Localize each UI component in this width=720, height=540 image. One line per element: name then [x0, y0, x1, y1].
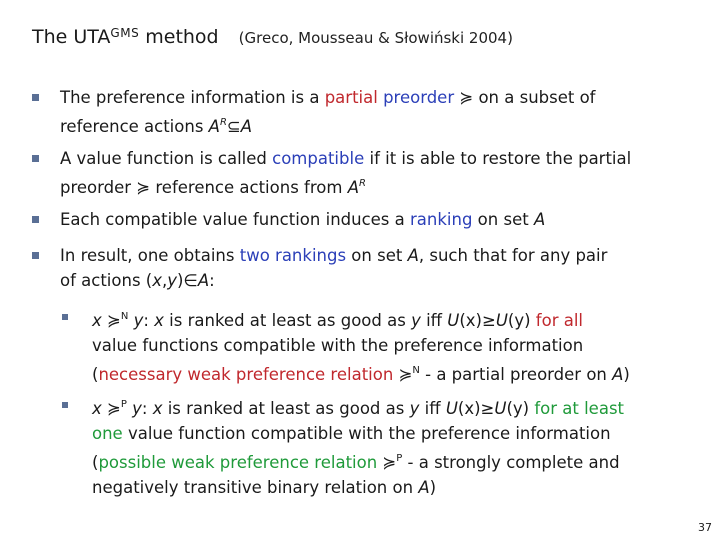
text-run: ranking: [410, 210, 473, 229]
sub-bullet-text: [92, 304, 630, 387]
bullet-line: [92, 392, 624, 421]
text-run: Each compatible value function induces a: [60, 210, 410, 229]
bullet-line: [60, 207, 545, 232]
title-superscript: GMS: [110, 26, 140, 40]
bullet-line: [92, 446, 624, 475]
bullet-line: [60, 268, 607, 293]
text-run: A: [197, 271, 210, 290]
text-run: (x)≥: [457, 399, 495, 418]
text-run: y: [411, 311, 421, 330]
bullet-text: [60, 207, 545, 232]
bullet-square-icon: [32, 155, 39, 162]
text-run: :: [209, 271, 215, 290]
text-run: R: [358, 178, 366, 189]
text-run: (x)≥: [459, 311, 496, 330]
slide-title: [32, 26, 513, 48]
text-run: is ranked at least as good as: [162, 399, 410, 418]
text-run: N: [412, 365, 420, 376]
text-run: )∈: [177, 271, 198, 290]
text-run: two rankings: [239, 246, 347, 265]
text-run: :: [143, 311, 155, 330]
text-run: if it is able to restore the partial: [364, 149, 632, 168]
bullet-square-icon: [32, 252, 39, 259]
text-run: ≽: [101, 311, 121, 330]
text-run: compatible: [272, 149, 365, 168]
bullet-line: [60, 171, 631, 200]
text-run: ⊆: [226, 117, 241, 136]
bullet-line: [60, 110, 596, 139]
text-run: y: [132, 399, 142, 418]
text-run: A: [208, 117, 220, 136]
text-run: (: [92, 365, 99, 384]
bullet-text: [60, 85, 596, 139]
text-run: A value function is called: [60, 149, 273, 168]
text-run: A: [347, 178, 359, 197]
bullet-line: [92, 304, 630, 333]
text-run: x: [152, 271, 162, 290]
text-run: ≽: [454, 88, 474, 107]
text-run: one: [92, 424, 123, 443]
title-citation: (Greco, Mousseau & Słowiński 2004): [238, 29, 513, 47]
bullet-line: [92, 358, 630, 387]
text-run: y: [167, 271, 177, 290]
text-run: (: [92, 453, 99, 472]
text-run: reference actions: [60, 117, 209, 136]
text-run: x: [154, 311, 164, 330]
text-run: ≽: [136, 178, 151, 197]
bullet-square-icon: [32, 216, 39, 223]
bullet-line: [92, 333, 630, 358]
text-run: , such that for any pair: [418, 246, 608, 265]
text-run: y: [133, 311, 144, 330]
bullet-square-icon: [62, 402, 68, 408]
text-run: (y): [507, 311, 536, 330]
text-run: possible weak preference relation: [98, 453, 383, 472]
text-run: ): [623, 365, 630, 384]
text-run: reference actions from: [150, 178, 348, 197]
bullet-square-icon: [32, 94, 39, 101]
text-run: P: [120, 399, 127, 410]
text-run: value functions compatible with the preference information: [92, 336, 584, 355]
text-run: x: [92, 311, 102, 330]
text-run: P: [396, 453, 403, 464]
text-run: R: [219, 117, 227, 128]
bullet-text: [60, 146, 631, 200]
text-run: ≽: [382, 453, 397, 472]
bullet-text: [60, 243, 607, 293]
text-run: on set: [472, 210, 534, 229]
sub-bullet-text: [92, 392, 624, 500]
text-run: U: [495, 311, 508, 330]
title-main: The UTA: [32, 26, 111, 48]
text-run: preorder: [383, 88, 455, 107]
text-run: A: [407, 246, 419, 265]
text-run: A: [533, 210, 546, 229]
text-run: U: [445, 399, 458, 418]
text-run: x: [152, 399, 163, 418]
text-run: U: [447, 311, 460, 330]
text-run: of actions (: [60, 271, 153, 290]
text-run: A: [240, 117, 253, 136]
text-run: ,: [161, 271, 168, 290]
text-run: partial: [324, 88, 378, 107]
text-run: ≽: [398, 365, 413, 384]
bullet-square-icon: [62, 314, 68, 320]
bullet-line: [92, 475, 624, 500]
bullet-line: [60, 85, 596, 110]
text-run: ≽: [101, 399, 121, 418]
text-run: value function compatible with the preference information: [122, 424, 611, 443]
text-run: :: [141, 399, 153, 418]
bullet-line: [60, 146, 631, 171]
bullet-line: [92, 421, 624, 446]
text-run: iff: [419, 399, 446, 418]
text-run: (y): [506, 399, 535, 418]
text-run: on a subset of: [473, 88, 596, 107]
text-run: for at least: [534, 399, 625, 418]
text-run: The preference information is a: [60, 88, 325, 107]
text-run: for all: [535, 311, 584, 330]
text-run: is ranked at least as good as: [163, 311, 412, 330]
text-run: necessary weak preference relation: [98, 365, 399, 384]
text-run: N: [120, 311, 129, 322]
text-run: preorder: [60, 178, 137, 197]
text-run: - a strongly complete and: [402, 453, 620, 472]
text-run: A: [418, 478, 430, 497]
bullet-line: [60, 243, 607, 268]
text-run: - a partial preorder on: [419, 365, 613, 384]
text-run: x: [92, 399, 102, 418]
text-run: U: [494, 399, 507, 418]
text-run: on set: [346, 246, 408, 265]
text-run: y: [409, 399, 420, 418]
page-number: 37: [698, 521, 712, 534]
text-run: A: [612, 365, 624, 384]
text-run: negatively transitive binary relation on: [92, 478, 419, 497]
text-run: ): [429, 478, 437, 497]
text-run: iff: [420, 311, 448, 330]
text-run: In result, one obtains: [60, 246, 240, 265]
title-rest: method: [139, 26, 219, 48]
